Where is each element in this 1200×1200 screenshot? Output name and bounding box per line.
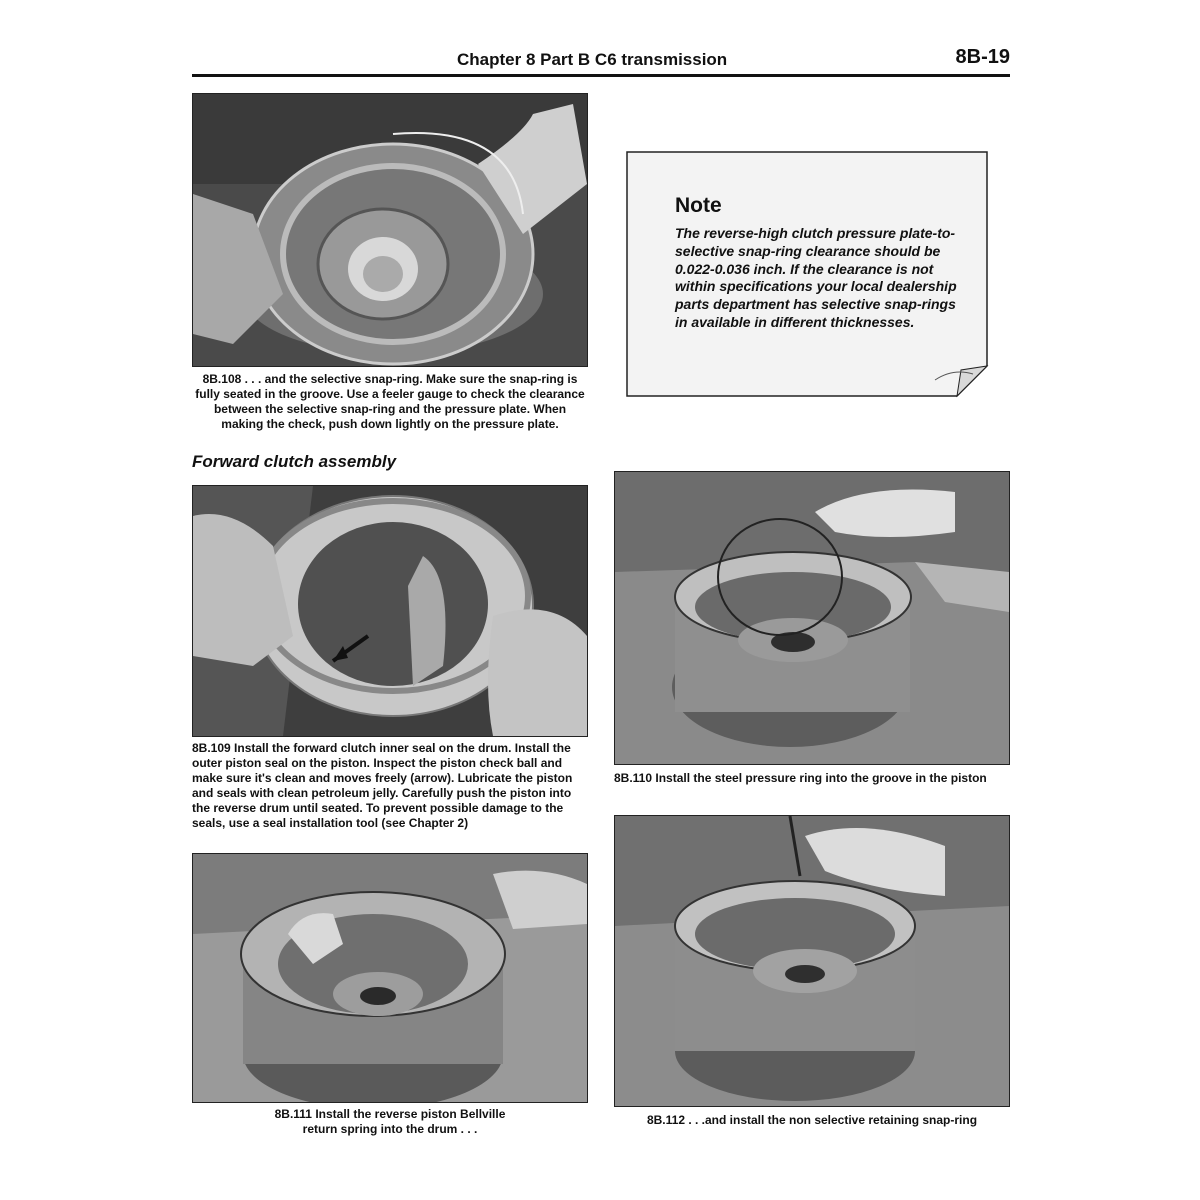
photo-8b110 [614, 471, 1010, 765]
photo-8b112 [614, 815, 1010, 1107]
chapter-title: Chapter 8 Part B C6 transmission [457, 50, 728, 69]
note-box [623, 148, 991, 400]
photo-8b108 [192, 93, 588, 367]
page-header [192, 44, 1010, 77]
page-number: 8B-19 [955, 46, 1010, 68]
photo-8b109 [192, 485, 588, 737]
caption-8b111: 8B.111 Install the reverse piston Bellville return spring into the drum . . . [274, 1107, 506, 1136]
note-title: Note [675, 194, 722, 217]
caption-8b110: 8B.110 Install the steel pressure ring into the groove in the piston [614, 771, 987, 785]
caption-8b112: 8B.112 . . .and install the non selective retaining snap-ring [646, 1113, 978, 1127]
section-heading: Forward clutch assembly [192, 452, 397, 471]
caption-8b108: 8B.108 . . . and the selective snap-ring. Make sure the snap-ring is fully seated in the groove. Use a feeler gauge to check the clearance between the selective snap-ring and the pressure plate. When making the check, push down lightly on the pressure plate. [195, 372, 585, 431]
caption-8b109: 8B.109 Install the forward clutch inner seal on the drum. Install the outer piston seal on the piston. Inspect the piston check ball and make sure it's clean and moves freely (arrow). Lubricate the piston and seals with clean petroleum jelly. Carefully push the piston into the reverse drum until seated. To prevent possible damage to the seals, use a seal installation tool (see Chapter 2) [192, 741, 573, 830]
note-body: The reverse-high clutch pressure plate-to-selective snap-ring clearance should be 0.022-0.036 inch. If the clearance is not within specifications your local dealership parts department has selective snap-rings in available in different thicknesses. [675, 225, 957, 330]
photo-8b111 [192, 853, 588, 1103]
